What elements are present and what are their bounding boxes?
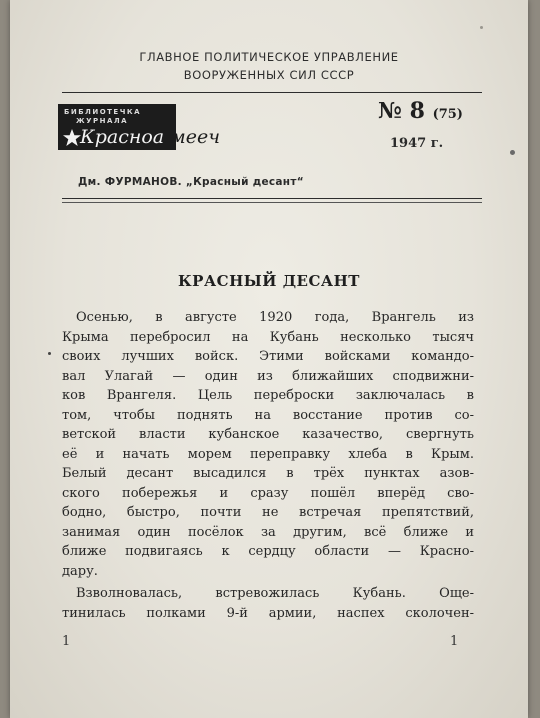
text-line: Крыма перебросил на Кубань несколько тысяч: [62, 329, 474, 345]
text-line: тинилась полками 9-й армии, наспех сколочен-: [62, 605, 474, 621]
publisher-line-2: ВООРУЖЕННЫХ СИЛ СССР: [183, 68, 355, 82]
issue-number-main: № 8: [378, 98, 425, 124]
text-line: её и начать морем переправку хлеба в Крым.: [62, 446, 474, 462]
text-line: том, чтобы поднять на восстание против со-: [62, 407, 474, 423]
text-line: Белый десант высадился в трёх пунктах азов-: [62, 466, 474, 481]
page-number-right: 1: [450, 634, 459, 649]
article-title: КРАСНЫЙ ДЕСАНТ: [178, 272, 360, 290]
logo-black-box: [58, 104, 176, 150]
text-line: дару.: [62, 563, 98, 579]
text-line: своих лучших войск. Этими войсками командо-: [62, 349, 474, 364]
logo-script-part-2: мееч: [170, 126, 221, 148]
author-byline: Дм. ФУРМАНОВ. „Красный десант“: [78, 176, 304, 188]
star-icon: [62, 128, 82, 148]
issue-number-sub: (75): [432, 107, 463, 122]
text-line: занимая один посёлок за другим, всё ближе и: [62, 524, 474, 540]
article-body: [62, 308, 474, 623]
text-line: ближе подвигаясь к сердцу области — Красно-: [62, 544, 474, 559]
page-number-left: 1: [62, 634, 71, 649]
ink-speck: [48, 352, 51, 355]
logo-line-2: ЖУРНАЛА: [76, 117, 129, 125]
text-line: ветской власти кубанское казачество, свергнуть: [62, 427, 474, 442]
logo-script-part-1: Красноа: [80, 126, 165, 148]
publisher-header: [10, 48, 528, 84]
text-line: ского побережья и сразу пошёл вперёд сво-: [62, 485, 474, 501]
byline-rule-top: [62, 198, 482, 199]
text-line: ков Врангеля. Цель переброски заключалась в: [62, 388, 474, 403]
text-line: вал Улагай — один из ближайших сподвижни-: [62, 368, 474, 384]
ink-speck: [510, 150, 515, 155]
issue-number: [378, 98, 463, 124]
library-logo: [58, 104, 230, 150]
text-line: бодно, быстро, почти не встречая препятствий,: [62, 505, 474, 520]
issue-year: 1947 г.: [390, 136, 444, 151]
publisher-line-1: ГЛАВНОЕ ПОЛИТИЧЕСКОЕ УПРАВЛЕНИЕ: [139, 50, 399, 64]
text-line: Взволновалась, встревожилась Кубань. Още-: [76, 586, 474, 601]
byline-rule-bottom: [62, 202, 482, 203]
text-line: Осенью, в августе 1920 года, Врангель из: [76, 310, 474, 325]
logo-line-1: БИБЛИОТЕЧКА: [64, 108, 142, 116]
book-page: [10, 0, 528, 718]
ink-speck: [480, 26, 483, 29]
header-rule: [62, 92, 482, 93]
